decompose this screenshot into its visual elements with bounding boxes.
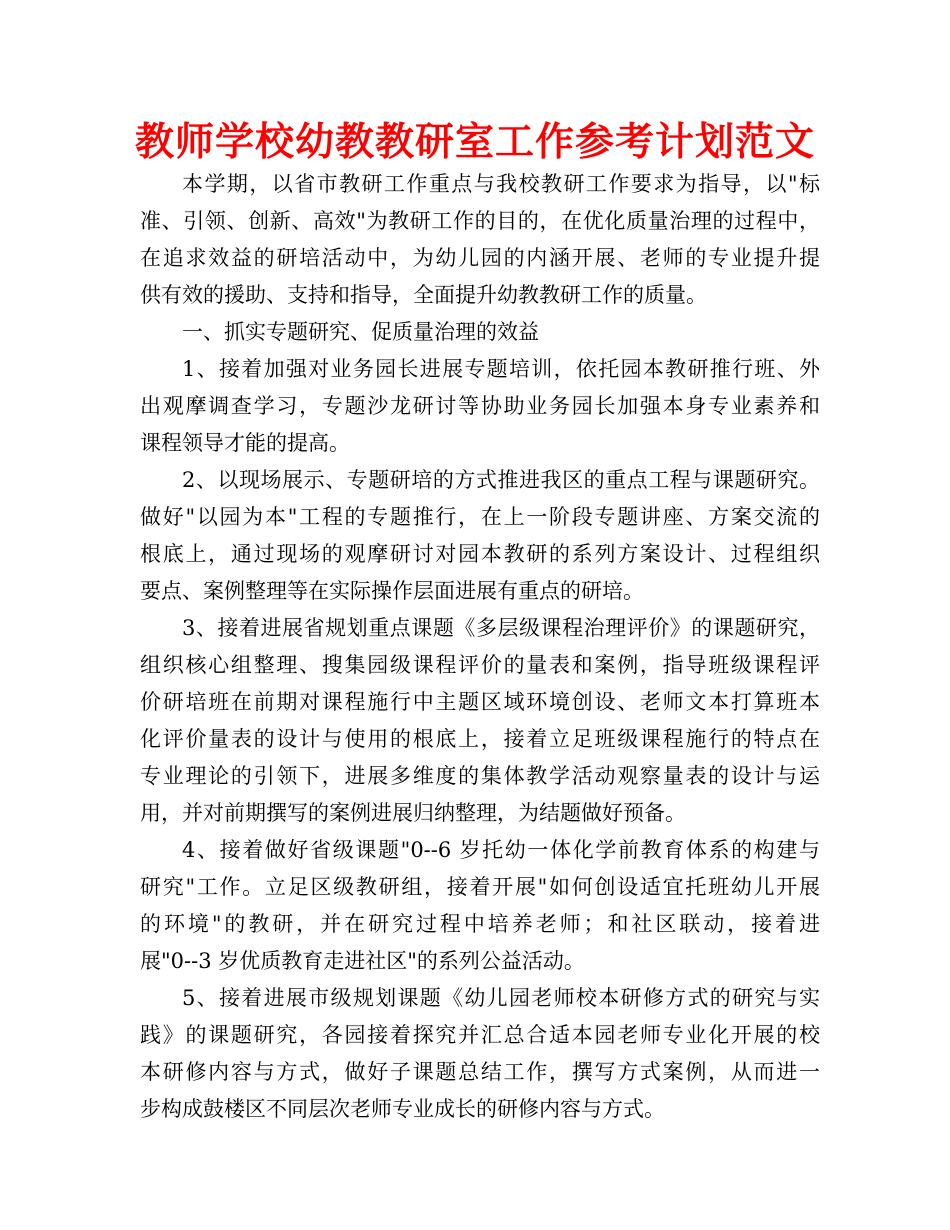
paragraph-line: 5、接着进展市级规划课题《幼儿园老师校本研修方式的研究与实 bbox=[182, 986, 820, 1010]
paragraph-item-2 bbox=[140, 462, 820, 610]
paragraph-line: 要点、案例整理等在实际操作层面进展有重点的研培。 bbox=[140, 579, 644, 603]
paragraph-line: 4、接着做好省级课题"0--6 岁托幼一体化学前教育体系的构建与 bbox=[182, 838, 820, 862]
paragraph-line: 2、以现场展示、专题研培的方式推进我区的重点工程与课题研究。 bbox=[182, 468, 820, 492]
paragraph-line: 展"0--3 岁优质教育走进社区"的系列公益活动。 bbox=[140, 949, 585, 973]
section-heading-text: 一、抓实专题研究、促质量治理的效益 bbox=[182, 320, 539, 344]
paragraph-line: 的环境"的教研，并在研究过程中培养老师；和社区联动，接着进 bbox=[140, 912, 820, 936]
paragraph-line: 用，并对前期撰写的案例进展归纳整理，为结题做好预备。 bbox=[140, 801, 686, 825]
paragraph-line: 践》的课题研究，各园接着探究并汇总合适本园老师专业化开展的校 bbox=[140, 1023, 820, 1047]
paragraph-intro bbox=[140, 166, 820, 314]
paragraph-line: 供有效的援助、支持和指导，全面提升幼教教研工作的质量。 bbox=[140, 283, 707, 307]
paragraph-line: 准、引领、创新、高效"为教研工作的目的，在优化质量治理的过程中， bbox=[140, 209, 820, 233]
paragraph-line: 组织核心组整理、搜集园级课程评价的量表和案例，指导班级课程评 bbox=[140, 653, 820, 677]
paragraph-item-5 bbox=[140, 980, 820, 1128]
paragraph-line: 本研修内容与方式，做好子课题总结工作，撰写方式案例，从而进一 bbox=[140, 1060, 820, 1084]
paragraph-item-1 bbox=[140, 351, 820, 462]
section-heading bbox=[140, 314, 820, 351]
document-title: 教师学校幼教教研室工作参考计划范文 bbox=[134, 120, 815, 165]
paragraph-line: 出观摩调查学习，专题沙龙研讨等协助业务园长加强本身专业素养和 bbox=[140, 394, 820, 418]
paragraph-line: 本学期，以省市教研工作重点与我校教研工作要求为指导，以"标 bbox=[182, 172, 820, 196]
paragraph-line: 专业理论的引领下，进展多维度的集体教学活动观察量表的设计与运 bbox=[140, 764, 820, 788]
paragraph-line: 研究"工作。立足区级教研组，接着开展"如何创设适宜托班幼儿开展 bbox=[140, 875, 820, 899]
paragraph-item-4 bbox=[140, 832, 820, 980]
paragraph-line: 化评价量表的设计与使用的根底上，接着立足班级课程施行的特点在 bbox=[140, 727, 820, 751]
paragraph-line: 1、接着加强对业务园长进展专题培训，依托园本教研推行班、外 bbox=[182, 357, 820, 381]
document-body bbox=[140, 166, 820, 1128]
paragraph-line: 步构成鼓楼区不同层次老师专业成长的研修内容与方式。 bbox=[140, 1097, 665, 1121]
paragraph-line: 3、接着进展省规划重点课题《多层级课程治理评价》的课题研究， bbox=[182, 616, 820, 640]
paragraph-line: 做好"以园为本"工程的专题推行，在上一阶段专题讲座、方案交流的 bbox=[140, 505, 820, 529]
paragraph-item-3 bbox=[140, 610, 820, 832]
paragraph-line: 课程领导才能的提高。 bbox=[140, 431, 350, 455]
paragraph-line: 根底上，通过现场的观摩研讨对园本教研的系列方案设计、过程组织 bbox=[140, 542, 820, 566]
paragraph-line: 价研培班在前期对课程施行中主题区域环境创设、老师文本打算班本 bbox=[140, 690, 820, 714]
paragraph-line: 在追求效益的研培活动中，为幼儿园的内涵开展、老师的专业提升提 bbox=[140, 246, 820, 270]
